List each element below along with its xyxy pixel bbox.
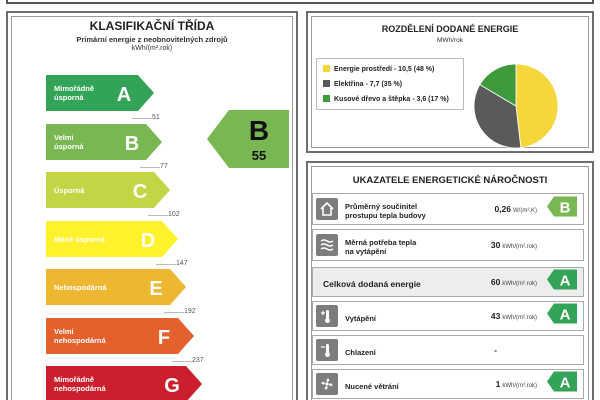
classification-unit: kWh/(m².rok) xyxy=(131,45,173,52)
legend-item xyxy=(323,80,402,88)
class-label: Méně úsporná xyxy=(54,234,105,244)
class-bar-shape xyxy=(46,269,186,305)
indicator-label-group xyxy=(345,202,426,220)
classification-title: KLASIFIKAČNÍ TŘÍDA xyxy=(89,19,215,33)
threshold-line xyxy=(164,312,184,313)
indicator-row xyxy=(312,193,584,225)
distribution-title: ROZDĚLENÍ DODANÉ ENERGIE xyxy=(381,24,519,34)
class-bar-b xyxy=(46,124,162,160)
class-label: Nehospodárná xyxy=(54,283,107,292)
class-label: nehospodárná xyxy=(54,335,106,345)
indicator-number: 1 xyxy=(495,379,501,389)
class-badge-a xyxy=(547,270,577,295)
indicator-number: 30 xyxy=(490,240,501,250)
thermometer-minus-icon xyxy=(316,339,338,361)
class-bar-shape xyxy=(46,318,194,354)
class-letter: G xyxy=(164,375,180,397)
class-label: Velmi xyxy=(54,132,74,142)
classification-panel xyxy=(6,11,298,400)
indicator-label: na vytápění xyxy=(345,247,387,256)
class-letter: A xyxy=(116,84,132,106)
result-value: 55 xyxy=(251,148,267,163)
indicator-unit: kWh/(m².rok) xyxy=(502,315,537,321)
indicator-label-group xyxy=(345,382,399,391)
indicator-value xyxy=(491,311,537,321)
indicator-value xyxy=(491,277,537,287)
class-label: úsporná xyxy=(54,141,84,151)
indicator-value xyxy=(491,240,537,250)
indicator-value xyxy=(494,204,537,214)
threshold-line xyxy=(172,361,192,362)
class-letter: B xyxy=(124,132,140,155)
legend-label: Energie prostředí - 10,5 (48 %) xyxy=(334,66,435,73)
indicator-label: Celková dodaná energie xyxy=(323,278,421,289)
pie-slice xyxy=(516,64,558,148)
heating-waves-icon xyxy=(316,234,338,256)
indicator-row xyxy=(312,301,584,331)
threshold-line xyxy=(140,167,160,168)
classification-subtitle: Primární energie z neobnovitelných zdrojů xyxy=(76,35,228,44)
indicator-unit: W/(m².K) xyxy=(513,208,537,214)
distribution-panel xyxy=(306,11,594,153)
indicator-label: Měrná potřeba tepla xyxy=(345,238,417,247)
class-bar-f xyxy=(46,318,194,354)
legend-swatch xyxy=(323,65,330,72)
indicator-label-group xyxy=(323,280,421,289)
indicator-unit: kWh/(m².rok) xyxy=(502,281,537,287)
indicator-row xyxy=(312,369,584,399)
indicator-label: Vytápění xyxy=(345,313,376,323)
class-bar-a xyxy=(46,75,154,111)
badge-letter: A xyxy=(559,272,571,290)
indicator-number: 43 xyxy=(490,311,501,321)
indicator-label-group xyxy=(345,314,376,323)
indicator-value xyxy=(494,345,497,355)
threshold-label: 192 xyxy=(184,308,196,315)
badge-letter: B xyxy=(559,199,571,217)
threshold-label: 102 xyxy=(168,211,180,218)
threshold-line xyxy=(148,215,168,216)
class-label: Mimořádně xyxy=(54,84,95,93)
indicator-label: Chlazení xyxy=(345,347,376,357)
pie-legend xyxy=(316,58,464,110)
threshold-label: 77 xyxy=(160,162,168,170)
indicator-unit: kWh/(m².rok) xyxy=(502,244,537,250)
pie-chart xyxy=(471,61,561,151)
class-label: nehospodárná xyxy=(54,384,106,393)
class-bar-shape xyxy=(46,221,178,257)
badge-letter: A xyxy=(559,374,571,392)
class-label: Úsporná xyxy=(54,186,85,195)
indicator-label: prostupu tepla budovy xyxy=(345,211,426,220)
class-badge-a xyxy=(547,304,577,329)
result-letter: B xyxy=(248,115,270,146)
class-badge-b xyxy=(547,197,577,222)
class-letter: D xyxy=(140,229,156,252)
indicator-number: 60 xyxy=(490,277,501,287)
thermometer-plus-icon xyxy=(316,305,338,327)
indicator-unit: kWh/(m².rok) xyxy=(502,383,537,389)
threshold-label: 147 xyxy=(176,259,188,267)
legend-swatch xyxy=(323,80,330,87)
legend-item xyxy=(323,95,449,103)
indicator-row xyxy=(312,335,584,365)
legend-swatch xyxy=(323,95,330,102)
threshold-line xyxy=(132,118,152,119)
class-bar-g xyxy=(46,366,202,400)
indicator-row xyxy=(312,229,584,261)
indicator-label: Průměrný součinitel xyxy=(345,202,418,211)
legend-label: Elektřina - 7,7 (35 %) xyxy=(334,81,403,88)
class-label: Velmi xyxy=(54,326,74,336)
legend-item xyxy=(323,65,434,73)
indicators-title: UKAZATELE ENERGETICKÉ NÁROČNOSTI xyxy=(352,175,548,186)
class-label: úsporná xyxy=(54,93,84,102)
indicator-label-group xyxy=(345,238,416,256)
class-label: Mimořádně xyxy=(54,375,95,384)
class-bar-shape xyxy=(46,172,170,208)
class-letter: E xyxy=(149,278,163,300)
indicator-row xyxy=(312,267,584,297)
fan-icon xyxy=(316,373,338,395)
house-icon xyxy=(316,198,338,220)
distribution-unit: MWh/rok xyxy=(437,37,463,44)
indicator-value xyxy=(496,379,537,389)
result-arrow xyxy=(207,110,289,173)
class-bar-shape xyxy=(46,124,162,160)
threshold-label: 51 xyxy=(152,114,160,121)
top-frame xyxy=(6,0,594,4)
threshold-label: 237 xyxy=(192,356,204,364)
class-letter: F xyxy=(157,326,171,349)
class-letter: C xyxy=(132,181,148,203)
result-arrow-shape xyxy=(207,110,289,168)
class-bar-shape xyxy=(46,366,202,400)
indicator-label-group xyxy=(345,348,376,357)
class-bar-d xyxy=(46,221,178,257)
indicator-number: - xyxy=(494,345,497,355)
class-badge-a xyxy=(547,372,577,397)
legend-label: Kusové dřevo a štěpka - 3,6 (17 %) xyxy=(334,96,449,103)
indicators-panel xyxy=(306,161,594,400)
class-bar-e xyxy=(46,269,186,305)
indicator-number: 0,26 xyxy=(494,204,511,214)
class-bar-shape xyxy=(46,75,154,111)
class-bar-c xyxy=(46,172,170,208)
indicator-label: Nucené větrání xyxy=(345,381,399,391)
badge-letter: A xyxy=(559,306,571,324)
threshold-line xyxy=(156,264,176,265)
